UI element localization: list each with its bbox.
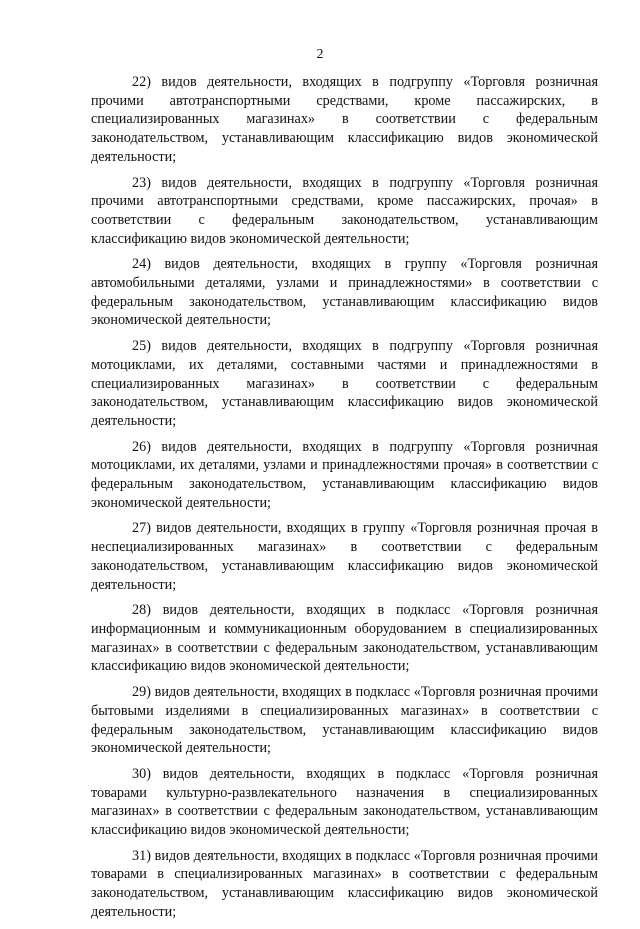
list-item-26: 26) видов деятельности, входящих в подгруппу «Торговля розничная мотоциклами, их деталями, узлами и принадлежностями прочая» в соответствии с федеральным законодательством, устанавливающим классификацию видов экономической деятельности; — [91, 438, 598, 511]
list-item-27: 27) видов деятельности, входящих в группу «Торговля розничная прочая в неспециализированных магазинах» в соответствии с федеральным законодательством, устанавливающим классификацию видов экономической деятельности; — [91, 520, 598, 593]
list-item-24: 24) видов деятельности, входящих в группу «Торговля розничная автомобильными деталями, узлами и принадлежностями» в соответствии с федеральным законодательством, устанавливающим классификацию видов экономической деятельности; — [91, 256, 598, 329]
list-item-22: 22) видов деятельности, входящих в подгруппу «Торговля розничная прочими автотранспортными средствами, кроме пассажирских, в специализированных магазинах» в соответствии с федеральным законодательством, устанавливающим классификацию видов экономической деятельности; — [91, 74, 598, 165]
page-number: 2 — [316, 47, 324, 62]
list-item-30: 30) видов деятельности, входящих в подкласс «Торговля розничная товарами культурно-развлекательного назначения в специализированных магазинах» в соответствии с федеральным законодательством, устанавливающим классификацию видов экономической деятельности; — [91, 765, 598, 839]
list-item-28: 28) видов деятельности, входящих в подкласс «Торговля розничная информационным и коммуникационным оборудованием в специализированных магазинах» в соответствии с федеральным законодательством, устанавливающим классификацию видов экономической деятельности; — [91, 602, 598, 675]
list-item-23: 23) видов деятельности, входящих в подгруппу «Торговля розничная прочими автотранспортными средствами, кроме пассажирских, прочая» в соответствии с федеральным законодательством, устанавливающим классификацию видов экономической деятельности; — [91, 174, 598, 247]
list-item-29: 29) видов деятельности, входящих в подкласс «Торговля розничная прочими бытовыми изделиями в специализированных магазинах» в соответствии с федеральным законодательством, устанавливающим классификацию видов экономической деятельности; — [91, 684, 598, 757]
list-item-31: 31) видов деятельности, входящих в подкласс «Торговля розничная прочими товарами в специализированных магазинах» в соответствии с федеральным законодательством, устанавливающим классификацию видов экономической деятельности; — [91, 847, 598, 920]
list-item-25: 25) видов деятельности, входящих в подгруппу «Торговля розничная мотоциклами, их деталями, составными частями и принадлежностями в специализированных магазинах» в соответствии с федеральным законодательством, устанавливающим классификацию видов экономической деятельности; — [91, 338, 598, 429]
item-list — [91, 73, 598, 929]
